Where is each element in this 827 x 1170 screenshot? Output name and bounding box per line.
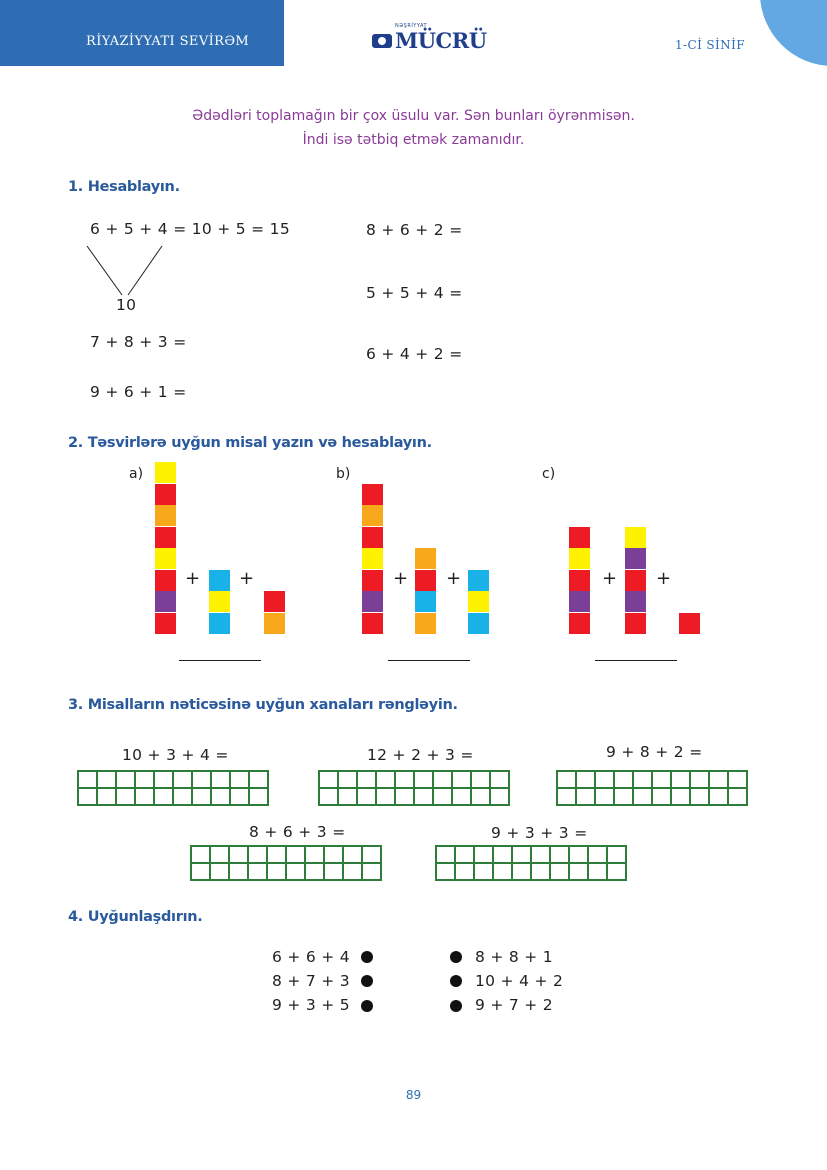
grouping-lines	[84, 243, 168, 301]
grid-cell[interactable]	[513, 864, 532, 881]
intro-line-1: Ədədləri toplamağın bir çox üsulu var. Sən bunları öyrənmisən.	[192, 108, 635, 124]
grid-cell[interactable]	[551, 864, 570, 881]
blue-block	[468, 570, 489, 591]
grid-cell[interactable]	[396, 772, 415, 789]
grid-cell[interactable]	[211, 847, 230, 864]
grid-cell[interactable]	[98, 772, 117, 789]
purple-block	[362, 591, 383, 612]
grid-cell[interactable]	[212, 772, 231, 789]
grid-cell[interactable]	[691, 772, 710, 789]
publisher-logo	[372, 28, 487, 53]
grid-cell[interactable]	[691, 789, 710, 806]
exercise-expression: 6 + 4 + 2 =	[366, 345, 463, 363]
grid-cell[interactable]	[212, 789, 231, 806]
publisher-logo-text: MÜCRÜ	[395, 28, 487, 53]
intro-line-2: İndi isə tətbiq etmək zamanıdır.	[302, 132, 525, 148]
grid-cell[interactable]	[494, 864, 513, 881]
page-number: 89	[405, 1088, 422, 1102]
grid-cell[interactable]	[491, 789, 510, 806]
grid-cell[interactable]	[325, 864, 344, 881]
red-block	[264, 591, 285, 612]
grid-cell[interactable]	[558, 772, 577, 789]
coloring-grid[interactable]	[318, 770, 510, 806]
label-c: c)	[542, 466, 556, 482]
purple-block	[569, 591, 590, 612]
exercise-expression: 5 + 5 + 4 =	[366, 284, 463, 302]
grid-expression: 9 + 8 + 2 =	[606, 743, 703, 761]
grid-cell[interactable]	[589, 864, 608, 881]
grid-cell[interactable]	[608, 847, 627, 864]
coloring-grid[interactable]	[435, 845, 627, 881]
grid-cell[interactable]	[634, 772, 653, 789]
section-1-title: 1. Hesablayın.	[68, 179, 180, 195]
grid-cell[interactable]	[608, 864, 627, 881]
grid-cell[interactable]	[136, 772, 155, 789]
orange-block	[415, 613, 436, 634]
grid-cell[interactable]	[339, 789, 358, 806]
orange-block	[415, 548, 436, 569]
grid-cell[interactable]	[306, 847, 325, 864]
plus-sign: +	[656, 568, 672, 589]
grid-cell[interactable]	[231, 789, 250, 806]
grid-cell[interactable]	[155, 789, 174, 806]
coloring-grid[interactable]	[77, 770, 269, 806]
match-dot-left[interactable]	[361, 1000, 373, 1012]
example-sum: 10	[116, 296, 137, 314]
yellow-block	[155, 548, 176, 569]
grid-cell[interactable]	[117, 772, 136, 789]
red-block	[569, 527, 590, 548]
grid-cell[interactable]	[344, 864, 363, 881]
red-block	[362, 527, 383, 548]
red-block	[569, 570, 590, 591]
answer-blank[interactable]	[388, 660, 470, 661]
camera-icon	[372, 34, 392, 48]
grid-cell[interactable]	[634, 789, 653, 806]
grid-cell[interactable]	[434, 789, 453, 806]
grid-cell[interactable]	[344, 847, 363, 864]
grid-cell[interactable]	[472, 789, 491, 806]
grid-cell[interactable]	[192, 847, 211, 864]
grid-cell[interactable]	[532, 847, 551, 864]
grid-cell[interactable]	[377, 789, 396, 806]
grid-cell[interactable]	[532, 864, 551, 881]
plus-sign: +	[239, 568, 255, 589]
grid-cell[interactable]	[231, 772, 250, 789]
match-left-expression: 9 + 3 + 5	[272, 996, 350, 1014]
grid-cell[interactable]	[325, 847, 344, 864]
exercise-expression: 8 + 6 + 2 =	[366, 221, 463, 239]
answer-blank[interactable]	[595, 660, 677, 661]
red-block	[155, 570, 176, 591]
grid-cell[interactable]	[437, 864, 456, 881]
plus-sign: +	[446, 568, 462, 589]
grid-cell[interactable]	[174, 772, 193, 789]
grid-cell[interactable]	[475, 864, 494, 881]
grid-cell[interactable]	[249, 864, 268, 881]
grid-cell[interactable]	[230, 847, 249, 864]
grid-cell[interactable]	[363, 864, 382, 881]
grid-cell[interactable]	[136, 789, 155, 806]
orange-block	[264, 613, 285, 634]
grid-cell[interactable]	[363, 847, 382, 864]
grid-cell[interactable]	[98, 789, 117, 806]
grid-cell[interactable]	[268, 847, 287, 864]
grid-cell[interactable]	[250, 789, 269, 806]
match-left-expression: 6 + 6 + 4	[272, 948, 350, 966]
yellow-block	[362, 548, 383, 569]
grid-cell[interactable]	[653, 789, 672, 806]
grid-cell[interactable]	[79, 772, 98, 789]
grid-cell[interactable]	[155, 772, 174, 789]
grid-cell[interactable]	[672, 772, 691, 789]
label-b: b)	[336, 466, 351, 482]
grid-cell[interactable]	[615, 789, 634, 806]
match-dot-right[interactable]	[450, 1000, 462, 1012]
grid-cell[interactable]	[570, 864, 589, 881]
grid-cell[interactable]	[174, 789, 193, 806]
grid-cell[interactable]	[672, 789, 691, 806]
match-dot-left[interactable]	[361, 951, 373, 963]
grid-cell[interactable]	[456, 864, 475, 881]
plus-sign: +	[602, 568, 618, 589]
match-right-expression: 8 + 8 + 1	[475, 948, 553, 966]
red-block	[415, 570, 436, 591]
grid-cell[interactable]	[596, 772, 615, 789]
match-dot-right[interactable]	[450, 951, 462, 963]
grid-cell[interactable]	[434, 772, 453, 789]
grid-cell[interactable]	[577, 772, 596, 789]
exercise-expression: 7 + 8 + 3 =	[90, 333, 187, 351]
coloring-grid[interactable]	[556, 770, 748, 806]
red-block	[362, 570, 383, 591]
label-a: a)	[129, 466, 144, 482]
grid-cell[interactable]	[306, 864, 325, 881]
grid-cell[interactable]	[456, 847, 475, 864]
grid-cell[interactable]	[710, 789, 729, 806]
grid-cell[interactable]	[577, 789, 596, 806]
corner-decoration	[760, 0, 827, 66]
red-block	[625, 570, 646, 591]
grid-cell[interactable]	[339, 772, 358, 789]
grid-cell[interactable]	[377, 772, 396, 789]
match-right-expression: 9 + 7 + 2	[475, 996, 553, 1014]
plus-sign: +	[393, 568, 409, 589]
grid-cell[interactable]	[472, 772, 491, 789]
coloring-grid[interactable]	[190, 845, 382, 881]
grid-cell[interactable]	[268, 864, 287, 881]
orange-block	[362, 505, 383, 526]
orange-block	[155, 505, 176, 526]
grid-cell[interactable]	[475, 847, 494, 864]
blue-block	[468, 613, 489, 634]
example-expression: 6 + 5 + 4 = 10 + 5 = 15	[90, 220, 290, 238]
book-title: RİYAZİYYATI SEVİRƏM	[86, 34, 250, 49]
purple-block	[625, 548, 646, 569]
yellow-block	[625, 527, 646, 548]
grid-cell[interactable]	[250, 772, 269, 789]
grid-cell[interactable]	[320, 789, 339, 806]
blue-block	[209, 570, 230, 591]
grid-cell[interactable]	[193, 772, 212, 789]
red-block	[155, 613, 176, 634]
section-4-title: 4. Uyğunlaşdırın.	[68, 909, 203, 925]
grade-label: 1-Cİ SİNİF	[675, 38, 745, 52]
section-2-title: 2. Təsvirlərə uyğun misal yazın və hesablayın.	[68, 435, 432, 451]
grid-cell[interactable]	[558, 789, 577, 806]
section-3-title: 3. Misalların nəticəsinə uyğun xanaları rəngləyin.	[68, 697, 458, 713]
grid-cell[interactable]	[287, 847, 306, 864]
match-dot-right[interactable]	[450, 975, 462, 987]
grid-expression: 9 + 3 + 3 =	[491, 824, 588, 842]
grid-cell[interactable]	[192, 864, 211, 881]
blue-block	[209, 613, 230, 634]
grid-cell[interactable]	[79, 789, 98, 806]
red-block	[362, 613, 383, 634]
grid-cell[interactable]	[249, 847, 268, 864]
red-block	[625, 613, 646, 634]
grid-cell[interactable]	[193, 789, 212, 806]
grid-cell[interactable]	[230, 864, 249, 881]
answer-blank[interactable]	[179, 660, 261, 661]
grid-cell[interactable]	[453, 772, 472, 789]
match-right-expression: 10 + 4 + 2	[475, 972, 564, 990]
grid-cell[interactable]	[287, 864, 306, 881]
grid-cell[interactable]	[320, 772, 339, 789]
grid-cell[interactable]	[729, 789, 748, 806]
grid-cell[interactable]	[494, 847, 513, 864]
red-block	[679, 613, 700, 634]
exercise-expression: 9 + 6 + 1 =	[90, 383, 187, 401]
grid-cell[interactable]	[615, 772, 634, 789]
grid-cell[interactable]	[491, 772, 510, 789]
grid-cell[interactable]	[415, 789, 434, 806]
grid-cell[interactable]	[117, 789, 136, 806]
purple-block	[155, 591, 176, 612]
red-block	[569, 613, 590, 634]
grid-cell[interactable]	[729, 772, 748, 789]
yellow-block	[468, 591, 489, 612]
yellow-block	[209, 591, 230, 612]
grid-cell[interactable]	[358, 789, 377, 806]
grid-cell[interactable]	[453, 789, 472, 806]
grid-expression: 8 + 6 + 3 =	[249, 823, 346, 841]
grid-cell[interactable]	[551, 847, 570, 864]
header-band	[0, 0, 284, 66]
grid-cell[interactable]	[653, 772, 672, 789]
match-left-expression: 8 + 7 + 3	[272, 972, 350, 990]
yellow-block	[569, 548, 590, 569]
grid-cell[interactable]	[710, 772, 729, 789]
yellow-block	[155, 462, 176, 483]
grid-expression: 12 + 2 + 3 =	[367, 746, 474, 764]
grid-expression: 10 + 3 + 4 =	[122, 746, 229, 764]
grid-cell[interactable]	[513, 847, 532, 864]
grid-cell[interactable]	[570, 847, 589, 864]
grid-cell[interactable]	[596, 789, 615, 806]
publisher-sup: NƏŞRİYYAT	[395, 23, 428, 29]
red-block	[362, 484, 383, 505]
grid-cell[interactable]	[211, 864, 230, 881]
grid-cell[interactable]	[415, 772, 434, 789]
match-dot-left[interactable]	[361, 975, 373, 987]
grid-cell[interactable]	[589, 847, 608, 864]
grid-cell[interactable]	[358, 772, 377, 789]
purple-block	[625, 591, 646, 612]
red-block	[155, 527, 176, 548]
blue-block	[415, 591, 436, 612]
grid-cell[interactable]	[437, 847, 456, 864]
red-block	[155, 484, 176, 505]
plus-sign: +	[185, 568, 201, 589]
grid-cell[interactable]	[396, 789, 415, 806]
